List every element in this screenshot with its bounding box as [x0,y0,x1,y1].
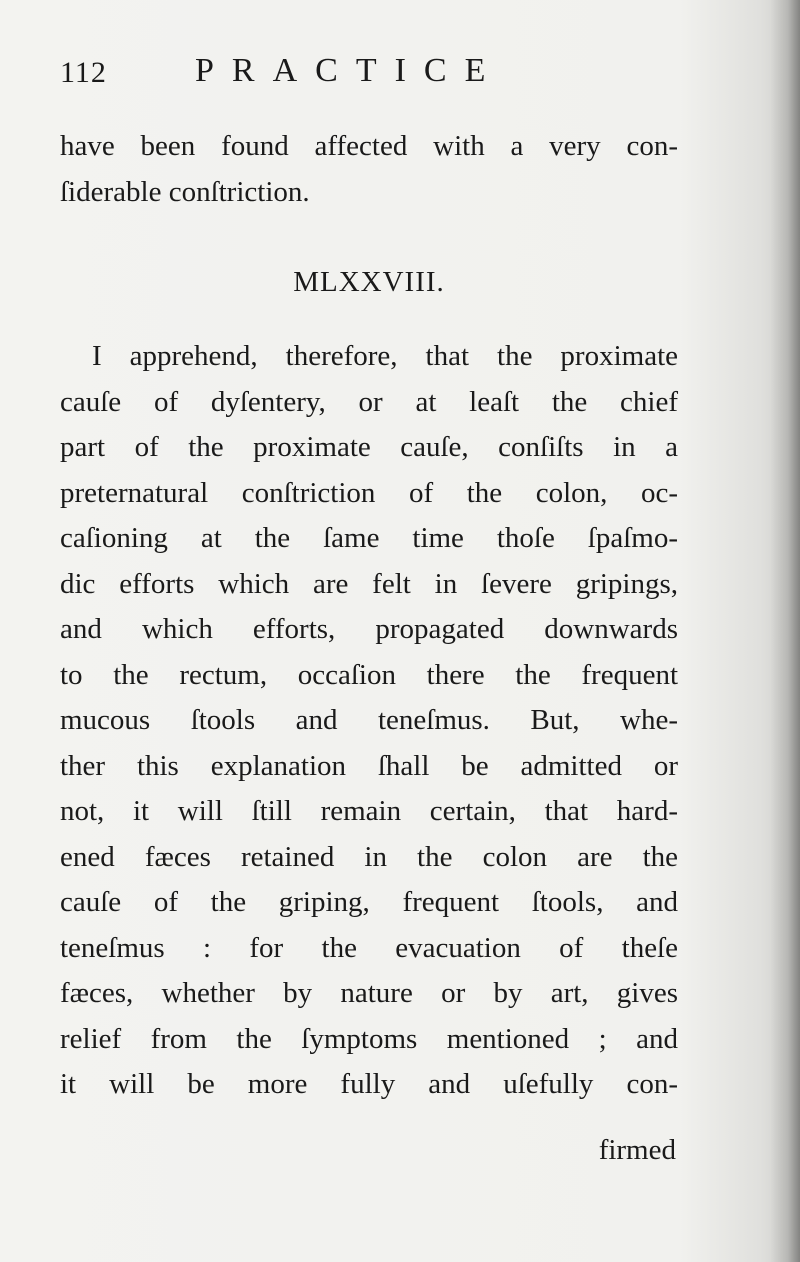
page-edge-shadow [770,0,800,1262]
text-line: dic efforts which are felt in ſevere gripings, [60,567,678,600]
page-number: 112 [60,56,107,89]
section-heading: MLXXVIII. [293,266,445,298]
text-line: ther this explanation ſhall be admitted or [60,749,678,782]
text-line: it will be more fully and uſefully con- [60,1068,678,1100]
text-line: part of the proximate cauſe, conſiſts in a [60,431,678,463]
text-line: and which efforts, propagated downwards [60,613,678,645]
catchword: firmed [598,1134,676,1166]
text-line: ened fæces retained in the colon are the [60,840,678,873]
text-line: mucous ſtools and teneſmus. But, whe- [60,704,678,736]
text-line: cauſe of the griping, frequent ſtools, and [60,886,678,918]
text-line: caſioning at the ſame time thoſe ſpaſmo- [60,522,678,554]
text-line: preternatural conſtriction of the colon, oc- [60,476,678,509]
text-line: not, it will ſtill remain certain, that hard- [60,795,678,827]
text-line: I apprehend, therefore, that the proximate [92,340,678,372]
text-line: to the rectum, occaſion there the frequent [60,658,678,691]
text-line: teneſmus : for the evacuation of theſe [60,931,678,964]
continued-paragraph [60,124,678,215]
text-line: have been found affected with a very con- [60,130,678,162]
text-line: relief from the ſymptoms mentioned ; and [60,1022,678,1055]
text-line: fæces, whether by nature or by art, gives [60,977,678,1009]
section-paragraph [60,334,678,1108]
text-line: ſiderable conſtriction. [60,175,310,208]
page-header [60,52,680,96]
text-line: cauſe of dyſentery, or at leaſt the chief [60,385,678,418]
running-title: PRACTICE [195,52,504,89]
